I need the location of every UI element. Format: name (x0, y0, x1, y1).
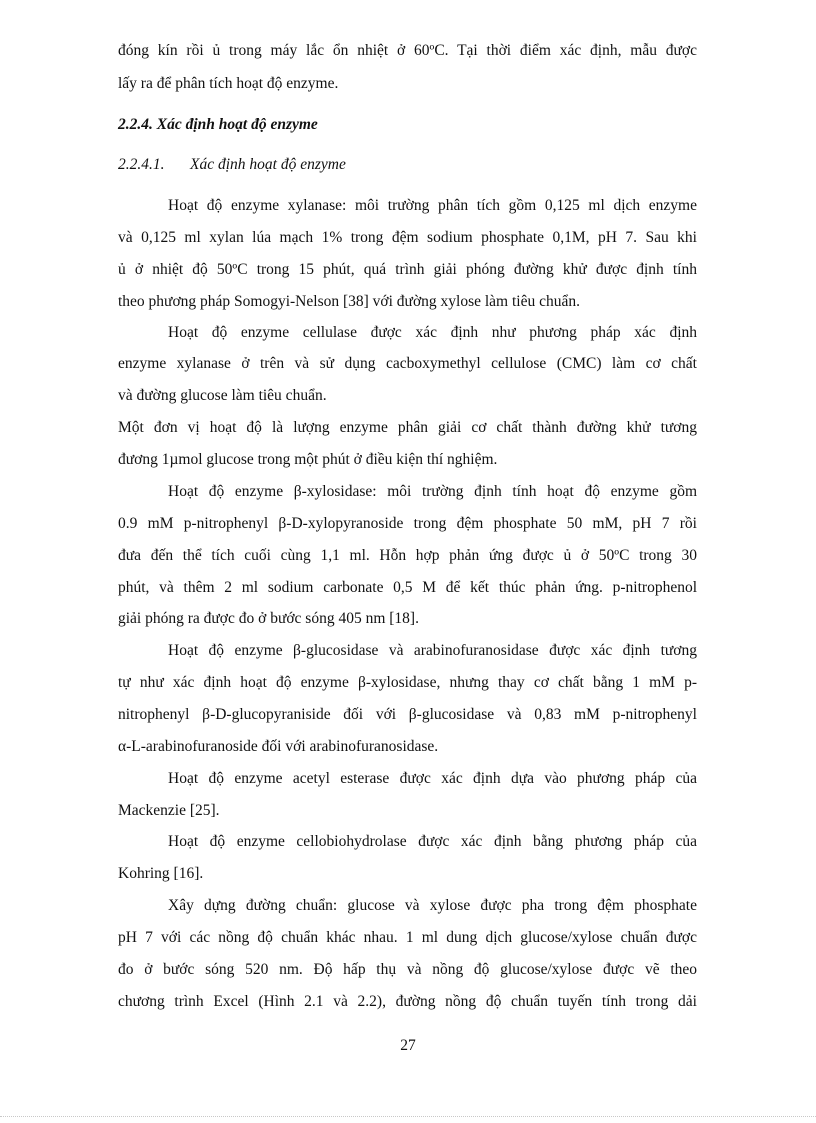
page-number: 27 (400, 1037, 416, 1054)
subsection-number: 2.2.4.1. (118, 156, 165, 173)
paragraph-line: pH 7 với các nồng độ chuẩn khác nhau. 1 ml dung dịch glucose/xylose chuẩn được (118, 929, 697, 946)
paragraph-line: theo phương pháp Somogyi-Nelson [38] với đường xylose làm tiêu chuẩn. (118, 293, 580, 310)
paragraph-line: đo ở bước sóng 520 nm. Độ hấp thụ và nồng độ glucose/xylose được vẽ theo (118, 961, 697, 978)
paragraph-line: chương trình Excel (Hình 2.1 và 2.2), đường nồng độ chuẩn tuyến tính trong dải (118, 993, 697, 1010)
paragraph-line: và đường glucose làm tiêu chuẩn. (118, 387, 327, 404)
paragraph-line: và 0,125 ml xylan lúa mạch 1% trong đệm sodium phosphate 0,1M, pH 7. Sau khi (118, 229, 697, 246)
paragraph-line: Hoạt độ enzyme β-glucosidase và arabinofuranosidase được xác định tương (168, 642, 697, 659)
paragraph-line: Hoạt độ enzyme cellulase được xác định như phương pháp xác định (168, 324, 697, 341)
paragraph-line: Hoạt độ enzyme xylanase: môi trường phân tích gồm 0,125 ml dịch enzyme (168, 197, 697, 214)
paragraph-line: tự như xác định hoạt độ enzyme β-xylosidase, nhưng thay cơ chất bằng 1 mM p- (118, 674, 697, 691)
subsection-heading (118, 155, 697, 175)
paragraph-line: Hoạt độ enzyme cellobiohydrolase được xác định bằng phương pháp của (168, 833, 697, 850)
subsection-title: Xác định hoạt độ enzyme (190, 156, 346, 173)
paragraph-line: Hoạt độ enzyme β-xylosidase: môi trường định tính hoạt độ enzyme gồm (168, 483, 697, 500)
paragraph-line: Kohring [16]. (118, 865, 204, 882)
paragraph-line: Một đơn vị hoạt độ là lượng enzyme phân giải cơ chất thành đường khử tương (118, 419, 697, 436)
paragraph-line: Xây dựng đường chuẩn: glucose và xylose được pha trong đệm phosphate (168, 897, 697, 914)
paragraph-line: lấy ra để phân tích hoạt độ enzyme. (118, 75, 339, 92)
paragraph-line: đương 1µmol glucose trong một phút ở điều kiện thí nghiệm. (118, 451, 498, 468)
paragraph-line: enzyme xylanase ở trên và sử dụng cacboxymethyl cellulose (CMC) làm cơ chất (118, 355, 697, 372)
paragraph-line: Hoạt độ enzyme acetyl esterase được xác định dựa vào phương pháp của (168, 770, 697, 787)
paragraph-line: Mackenzie [25]. (118, 802, 220, 819)
paragraph-line: giải phóng ra được đo ở bước sóng 405 nm [18]. (118, 610, 419, 627)
paragraph-line: α-L-arabinofuranoside đối với arabinofuranosidase. (118, 738, 439, 755)
paragraph-line: nitrophenyl β-D-glucopyraniside đối với β-glucosidase và 0,83 mM p-nitrophenyl (118, 706, 697, 723)
paragraph-line: 0.9 mM p-nitrophenyl β-D-xylopyranoside trong đệm phosphate 50 mM, pH 7 rồi (118, 515, 697, 532)
paragraph-line: đưa đến thể tích cuối cùng 1,1 ml. Hỗn hợp phản ứng được ủ ở 50ºC trong 30 (118, 547, 697, 564)
paragraph-line: phút, và thêm 2 ml sodium carbonate 0,5 M để kết thúc phản ứng. p-nitrophenol (118, 579, 697, 596)
paragraph-line: ủ ở nhiệt độ 50ºC trong 15 phút, quá trình giải phóng đường khử được định tính (118, 261, 697, 278)
paragraph-line: đóng kín rồi ủ trong máy lắc ổn nhiệt ở 60ºC. Tại thời điểm xác định, mẫu được (118, 42, 697, 59)
page-bottom-divider (0, 1116, 816, 1117)
section-heading: 2.2.4. Xác định hoạt độ enzyme (118, 116, 318, 133)
